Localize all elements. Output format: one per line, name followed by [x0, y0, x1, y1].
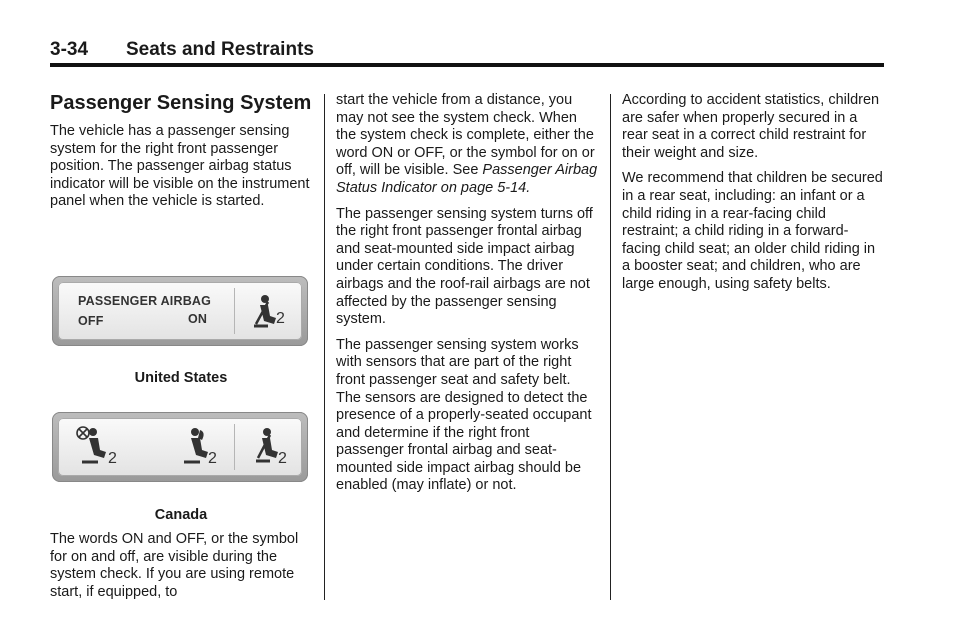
off-label: OFF: [78, 314, 104, 328]
seat-position-subscript: 2: [108, 450, 118, 467]
recommendation-paragraph: We recommend that children be secured in a rear seat, including: an infant or a child riding in a rear-facing child restraint; a child riding in a forward-facing child seat; an older child riding in a booster seat; and children, who are large enough, using safety belts.: [622, 170, 883, 292]
passenger-airbag-label: PASSENGER AIRBAG: [78, 294, 212, 308]
airbag-off-paragraph: The passenger sensing system turns off the right front passenger frontal airbag and seat-mounted side impact airbag under certain conditions. The driver airbags and the roof-rail airbags are not affected by the passenger sensing system.: [336, 205, 593, 328]
on-label: ON: [188, 312, 208, 326]
page-header: [50, 38, 884, 62]
column-1: [50, 92, 312, 219]
column-3: [622, 92, 884, 302]
seat-position-subscript: 2: [208, 450, 218, 467]
column-2: [336, 92, 598, 503]
column-divider-2: [610, 94, 611, 600]
column-divider-1: [324, 94, 325, 600]
panel-divider: [234, 424, 235, 470]
column-1-continued: [50, 531, 312, 601]
remote-start-paragraph: [336, 92, 598, 198]
page-title: Passenger Sensing System: [50, 92, 312, 114]
statistics-paragraph: According to accident statistics, children are safer when properly secured in a rear seat in a correct child restraint for their weight and size.: [622, 92, 880, 161]
page-number: 3-34: [50, 39, 89, 60]
seat-position-subscript: 2: [276, 310, 286, 327]
seat-position-subscript: 2: [278, 450, 288, 467]
cross-reference-link[interactable]: Passenger Airbag Status Indicator on page 5-14.: [336, 162, 598, 196]
canada-airbag-indicator-panel: [52, 412, 308, 482]
header-rule: [50, 63, 884, 67]
panel-divider: [234, 288, 235, 334]
sensors-paragraph: The passenger sensing system works with sensors that are part of the right front passenger seat and safety belt. The sensors are designed to detect the presence of a properly-seated occupant and determine if the right front passenger frontal airbag and seat-mounted side impact airbag should be enabled (may inflate) or not.: [336, 336, 592, 494]
system-check-paragraph: The words ON and OFF, or the symbol for on and off, are visible during the system check. If you are using remote start, if equipped, to: [50, 531, 299, 600]
us-caption: United States: [134, 370, 228, 386]
us-airbag-indicator-panel: [52, 276, 308, 346]
remote-start-text: start the vehicle from a distance, you may not see the system check. When the system check is complete, either the word ON or OFF, or the symbol for on or off, will be visible. See: [336, 92, 595, 179]
section-title: Seats and Restraints: [126, 39, 314, 60]
canada-caption: Canada: [154, 507, 208, 523]
intro-paragraph: The vehicle has a passenger sensing system for the right front passenger position. The passenger airbag status indicator will be visible on the instrument panel when the vehicle is started.: [50, 123, 310, 210]
